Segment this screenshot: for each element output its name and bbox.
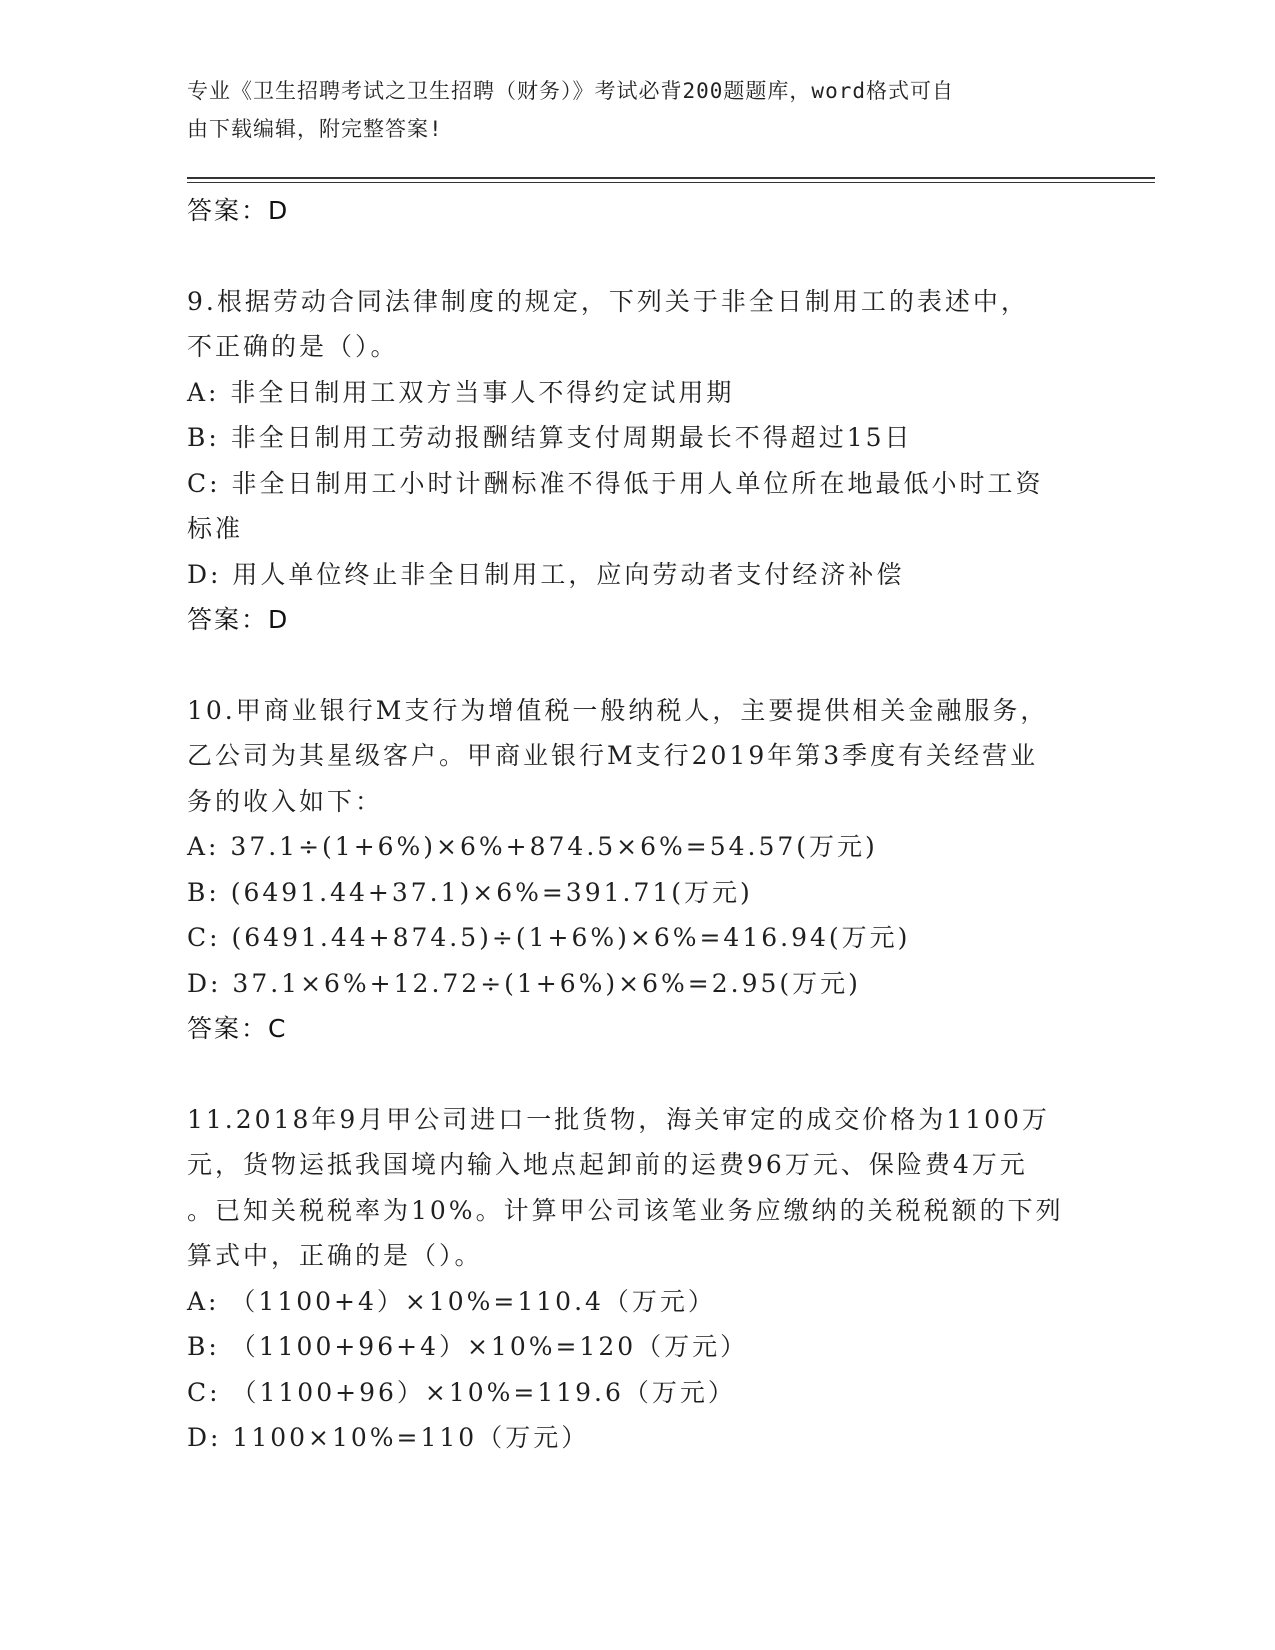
question-stem-line: 务的收入如下： [187,786,384,816]
question-stem-line: 。已知关税税率为10%。计算甲公司该笔业务应缴纳的关税税额的下列 [187,1195,1064,1225]
option-line: A: 非全日制用工双方当事人不得约定试用期 [187,377,735,407]
header-divider-thin [187,182,1155,183]
option-line: D: 37.1×6%+12.72÷(1+6%)×6%=2.95(万元) [187,968,861,998]
previous-answer: 答案：D [187,196,290,225]
header-line-2: 由下载编辑，附完整答案! [187,117,443,141]
option-line: B: 非全日制用工劳动报酬结算支付周期最长不得超过15日 [187,423,913,452]
page-header [187,72,1087,148]
question-block [187,688,1077,1052]
question-block [187,1097,1077,1461]
question-stem-line: 不正确的是（）。 [187,332,399,361]
question-stem-line: 元，货物运抵我国境内输入地点起卸前的运费96万元、保险费4万元 [187,1150,1028,1179]
option-line: A: 37.1÷(1+6%)×6%+874.5×6%=54.57(万元) [187,832,878,861]
option-line: A: （1100+4）×10%=110.4（万元） [187,1286,716,1316]
option-line: C: （1100+96）×10%=119.6（万元） [187,1377,736,1407]
question-content [187,188,1077,1461]
question-block [187,279,1077,643]
question-stem-line: 11.2018年9月甲公司进口一批货物，海关审定的成交价格为1100万 [187,1104,1050,1134]
option-line: D: 用人单位终止非全日制用工，应向劳动者支付经济补偿 [187,559,905,589]
option-line: B: (6491.44+37.1)×6%=391.71(万元) [187,877,753,907]
answer-line: 答案：C [187,1014,288,1043]
option-line: B: （1100+96+4）×10%=120（万元） [187,1332,749,1361]
header-divider-thick [187,177,1155,179]
answer-line: 答案：D [187,605,290,634]
question-stem-line: 9.根据劳动合同法律制度的规定，下列关于非全日制用工的表述中， [187,286,1029,316]
question-stem-line: 乙公司为其星级客户。甲商业银行M支行2019年第3季度有关经营业 [187,741,1039,770]
option-line: 标准 [187,514,244,543]
option-line: D: 1100×10%=110（万元） [187,1423,590,1452]
question-list [187,279,1077,1461]
option-line: C: (6491.44+874.5)÷(1+6%)×6%=416.94(万元) [187,923,911,952]
question-stem-line: 算式中，正确的是（）。 [187,1241,483,1270]
header-line-1: 专业《卫生招聘考试之卫生招聘（财务）》考试必背200题题库，word格式可自 [187,79,954,103]
question-stem-line: 10.甲商业银行M支行为增值税一般纳税人，主要提供相关金融服务， [187,695,1049,725]
option-line: C: 非全日制用工小时计酬标准不得低于用人单位所在地最低小时工资 [187,468,1044,498]
